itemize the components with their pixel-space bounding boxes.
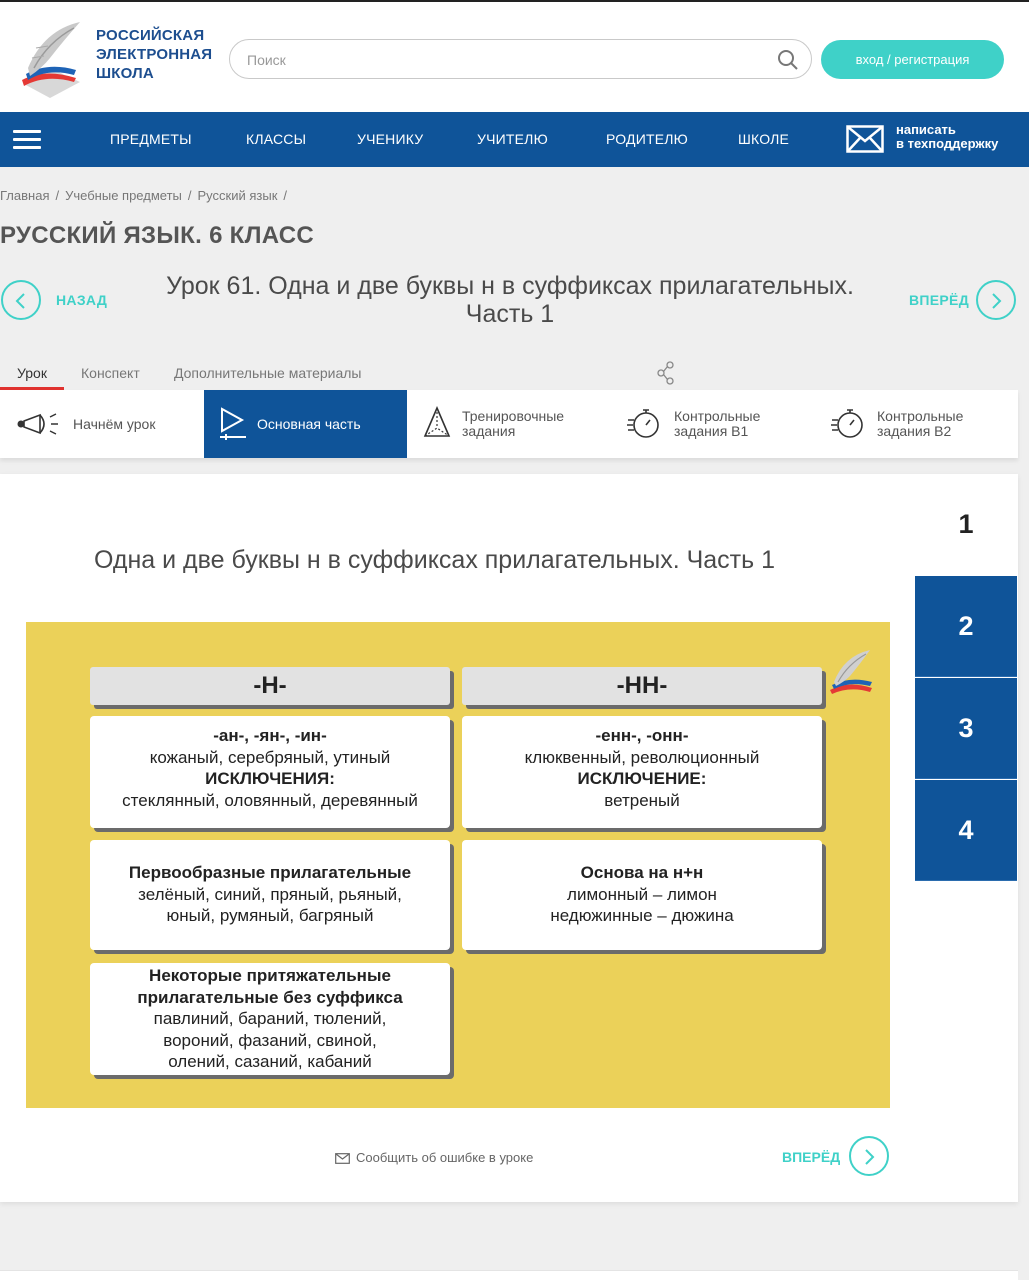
nav-parent[interactable]: РОДИТЕЛЮ [606,131,688,147]
school-logo-icon[interactable] [14,18,86,100]
slide-title: Одна и две буквы н в суффиксах прилагательных. Часть 1 [94,546,775,574]
rule-box-possessive-adjectives: Некоторые притяжательные прилагательные без суффикса павлиний, бараний, тюлений, вороний, фазаний, свиной, олений, сазаний, кабаний [90,963,450,1075]
site-header [0,0,1029,112]
forward-bottom-circle-button[interactable] [849,1136,889,1176]
forward-bottom-link[interactable]: ВПЕРЁД [782,1149,841,1165]
rule-box-primary-adjectives: Первообразные прилагательные зелёный, синий, пряный, рьяный, юный, румяный, багряный [90,840,450,950]
tab-summary[interactable]: Конспект [81,365,140,381]
login-button[interactable]: вход / регистрация [821,40,1004,79]
search-box [229,39,812,79]
step-main-part[interactable]: Основная часть [204,390,407,458]
school-logo-icon [828,648,874,700]
share-icon[interactable] [656,361,676,385]
support-link[interactable]: написать в техподдержку [896,122,999,151]
logo-text[interactable]: РОССИЙСКАЯ ЭЛЕКТРОННАЯ ШКОЛА [96,27,213,82]
tab-extra-materials[interactable]: Дополнительные материалы [174,365,362,381]
breadcrumb-home[interactable]: Главная [0,188,50,203]
play-icon [218,406,248,442]
envelope-icon [335,1153,350,1164]
forward-circle-button[interactable] [976,280,1016,320]
step-start-lesson[interactable]: Начнём урок [0,390,204,458]
menu-icon[interactable] [13,130,41,150]
step-control-b1[interactable]: Контрольные задания В1 [611,390,815,458]
breadcrumb: Главная / Учебные предметы / Русский язык / [0,188,288,203]
rule-box-suffixes-n: -ан-, -ян-, -ин- кожаный, серебряный, утиный ИСКЛЮЧЕНИЯ: стеклянный, оловянный, деревянный [90,716,450,828]
pyramid-icon [423,406,451,442]
slide-number-1[interactable]: 1 [958,509,974,539]
breadcrumb-russian[interactable]: Русский язык [197,188,278,203]
report-error-link[interactable]: Сообщить об ошибке в уроке [335,1150,533,1165]
chevron-left-icon [14,292,28,310]
header-single-n: -Н- [90,667,450,705]
back-link[interactable]: НАЗАД [56,292,108,308]
tab-lesson[interactable]: Урок [17,365,47,381]
lesson-steps [0,390,1018,458]
rule-box-suffixes-nn: -енн-, -онн- клюквенный, революционный ИСКЛЮЧЕНИЕ: ветреный [462,716,822,828]
forward-link[interactable]: ВПЕРЁД [909,292,969,308]
nav-student[interactable]: УЧЕНИКУ [357,131,424,147]
chevron-right-icon [989,292,1003,310]
header-double-n: -НН- [462,667,822,705]
megaphone-icon [16,410,60,438]
chevron-right-icon [862,1148,876,1166]
search-icon[interactable] [777,49,799,71]
step-control-b2[interactable]: Контрольные задания В2 [815,390,1018,458]
lesson-title: Урок 61. Одна и две буквы н в суффиксах прилагательных. Часть 1 [166,272,854,328]
search-input[interactable] [247,49,767,71]
next-section-edge [0,1270,1018,1280]
back-circle-button[interactable] [1,280,41,320]
mail-icon[interactable] [846,125,884,153]
step-training-tasks[interactable]: Тренировочные задания [407,390,611,458]
slide-number-3[interactable]: 3 [915,678,1017,779]
nav-teacher[interactable]: УЧИТЕЛЮ [477,131,548,147]
slide-number-4[interactable]: 4 [915,780,1017,881]
nav-school[interactable]: ШКОЛЕ [738,131,790,147]
nav-subjects[interactable]: ПРЕДМЕТЫ [110,131,192,147]
page-title: РУССКИЙ ЯЗЫК. 6 КЛАСС [0,222,315,249]
stopwatch-icon [830,406,866,442]
stopwatch-icon [626,406,662,442]
slide-number-2[interactable]: 2 [915,576,1017,677]
breadcrumb-subjects[interactable]: Учебные предметы [65,188,182,203]
nav-classes[interactable]: КЛАССЫ [246,131,307,147]
rule-box-stem-n: Основа на н+н лимонный – лимон недюжинные – дюжина [462,840,822,950]
